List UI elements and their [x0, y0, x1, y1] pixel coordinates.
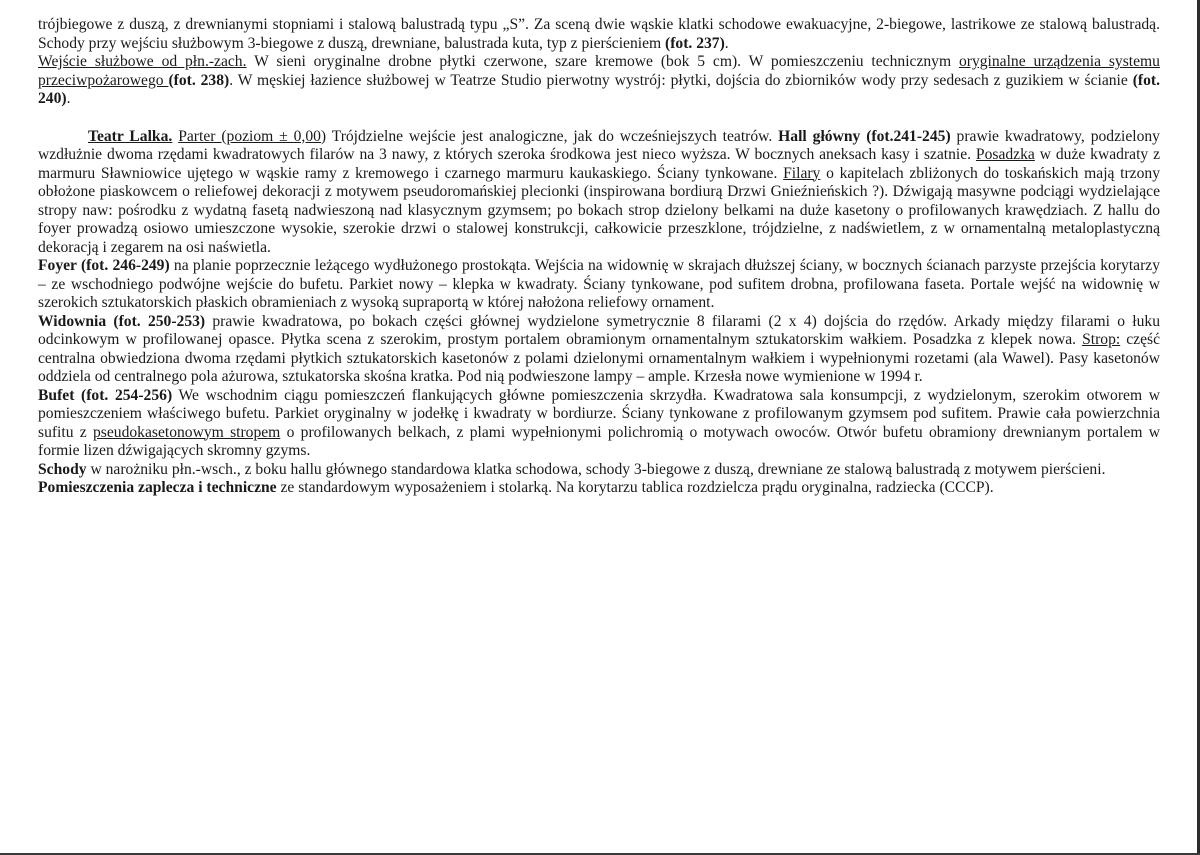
text: . [66, 90, 71, 107]
text: . W męskiej łazience służbowej w Teatrze Studio pierwotny wystrój: płytki, dojścia do zbiorników wody przy sedesach z guzikiem w ścianie [229, 71, 1133, 89]
section-heading: Teatr Lalka. [88, 127, 173, 145]
underlined-heading: Wejście służbowe od płn.-zach. [38, 53, 247, 70]
document-body [38, 16, 1160, 498]
photo-ref: (fot. 237) [665, 34, 725, 52]
paragraph-teatr-lalka [38, 128, 1160, 258]
paragraph-stairs [38, 16, 1160, 53]
underlined-text: oryginalne urządzenia systemu przeciwpożarowego [38, 53, 1160, 89]
text: w narożniku płn.-wsch., z boku hallu głównego standardowa klatka schodowa, schody 3-biegowe z duszą, drewniane ze stalową balustradą z motywem pierścieni. [86, 460, 1106, 478]
text: część centralna obwiedziona dwoma rzędami płytkich sztukatorskich kasetonów z polami dzielonymi ornamentalnym wałkiem i wypełnionymi rozetami (ala Wawel). Pasy kasetonów oddziela od centralnego pola ażurowa, sztukatorska skośna kratka. Pod nią podwieszone lampy – ample. Krzesła nowe wymienione w 1994 r. [38, 331, 1160, 385]
text: We wschodnim ciągu pomieszczeń flankujących główne pomieszczenia skrzydła. Kwadratowa sala konsumpcji, z wydzielonym, szerokim otworem w pomieszczeniem właściwego bufetu. Parkiet oryginalny w jodełkę i kwadraty w bordiurze. Ściany tynkowane z profilowanym gzymsem pod sufitem. Prawie cała powierzchnia sufitu z [38, 386, 1161, 441]
paragraph-foyer [38, 257, 1160, 313]
text: o profilowanych belkach, z plami wypełnionymi polichromią o motywach owoców. Otwór bufetu obramiony drewnianym portalem w formie lizen dźwigających skromny gzyms. [38, 423, 1160, 459]
text: prawie kwadratowa, po bokach części głównej wydzielone symetrycznie 8 filarami (2 x 4) dojścia do rzędów. Arkady między filarami o łuku odcinkowym w profilowanej opasce. Płytka scena z szerokim, prostym portalem obramionym ornamentalnym sztukatorskim wałkiem. Posadzka z klepek nowa. [38, 312, 1160, 348]
subheading-foyer: Foyer (fot. 246-249) [38, 257, 170, 274]
subheading-zaplecze: Pomieszczenia zaplecza i techniczne [38, 479, 277, 496]
paragraph-zaplecze [38, 479, 1160, 498]
subheading-hall: Hall główny (fot.241-245) [778, 127, 951, 145]
subheading-widownia: Widownia (fot. 250-253) [38, 312, 206, 330]
paragraph-bufet [38, 387, 1160, 461]
level-label: Parter (poziom ± 0,00) [178, 127, 327, 145]
subheading-bufet: Bufet (fot. 254-256) [38, 386, 173, 404]
paragraph-gap [38, 109, 1160, 128]
text: prawie kwadratowy, podzielony wzdłużnie dwoma rzędami kwadratowych filarów na 3 nawy, z których szeroka środkowa jest nieco wyższa. W bocznych aneksach kasy i szatnie. [38, 127, 1160, 163]
underlined-term: pseudokasetonowym stropem [93, 423, 281, 441]
text: Trójdzielne wejście jest analogiczne, jak do wcześniejszych teatrów. [326, 127, 779, 145]
paragraph-schody [38, 461, 1160, 480]
text: trójbiegowe z duszą, z drewnianymi stopniami i stalową balustradą typu „S”. Za sceną dwie wąskie klatki schodowe ewakuacyjne, 2-biegowe, lastrikowe ze stalową balustradą. Schody przy wejściu służbowym 3-biegowe z duszą, drewniane, balustrada kuta, typ z pierścieniem [38, 16, 1160, 52]
text: . [724, 34, 729, 52]
text: na planie poprzecznie leżącego wydłużonego prostokąta. Wejścia na widownię w skrajach dłuższej ściany, w bocznych ścianach parzyste przejścia korytarzy – ze wschodniego podwójne wejście do bufetu. Parkiet nowy – klepka w kwadraty. Ściany tynkowane, pod sufitem drobna, profilowana faseta. Portale wejść na widownię w szerokich sztukatorskich płaskich obramieniach z wysoką supraportą w której nałożona reliefowy ornament. [38, 257, 1160, 311]
text: o kapitelach zbliżonych do toskańskich mają trzony obłożone piaskowcem o reliefowej dekoracji z motywem pseudoromańskiej plecionki (inspirowana bordiurą Drzwi Gnieźnieńskich ?). Dźwigają masywne podciągi wydzielające stropy naw: pośrodku z wydatną fasetą nadwieszoną nad klasycznym gzymsem; po bokach strop dzielony belkami na duże kasetony o profilowanych krawędziach. Z hallu do foyer prowadzą osiowo umieszczone wysokie, szerokie drzwi o stalowej konstrukcji, całkowicie przeszklone, trójdzielne, z nadświetlem, z w ornamentalną metaloplastyczną dekoracją i zegarem na osi naświetla. [38, 164, 1160, 256]
paragraph-widownia [38, 313, 1160, 387]
photo-ref: (fot. 240) [38, 71, 1160, 107]
underlined-term: Strop: [1082, 331, 1121, 348]
photo-ref: (fot. 238) [168, 71, 230, 89]
underlined-term: Filary [783, 164, 821, 182]
underlined-term: Posadzka [975, 146, 1035, 163]
text: w duże kwadraty z marmuru Sławniowice ujętego w wąskie ramy z kremowego i czarnego marmuru kaukaskiego. Ściany tynkowane. [38, 146, 1160, 182]
subheading-schody: Schody [38, 460, 87, 478]
text: W sieni oryginalne drobne płytki czerwone, szare kremowe (bok 5 cm). W pomieszczeniu technicznym [246, 53, 959, 70]
paragraph-service-entrance [38, 53, 1160, 109]
text: ze standardowym wyposażeniem i stolarką. Na korytarzu tablica rozdzielcza prądu oryginalna, radziecka (CCCP). [276, 479, 994, 496]
